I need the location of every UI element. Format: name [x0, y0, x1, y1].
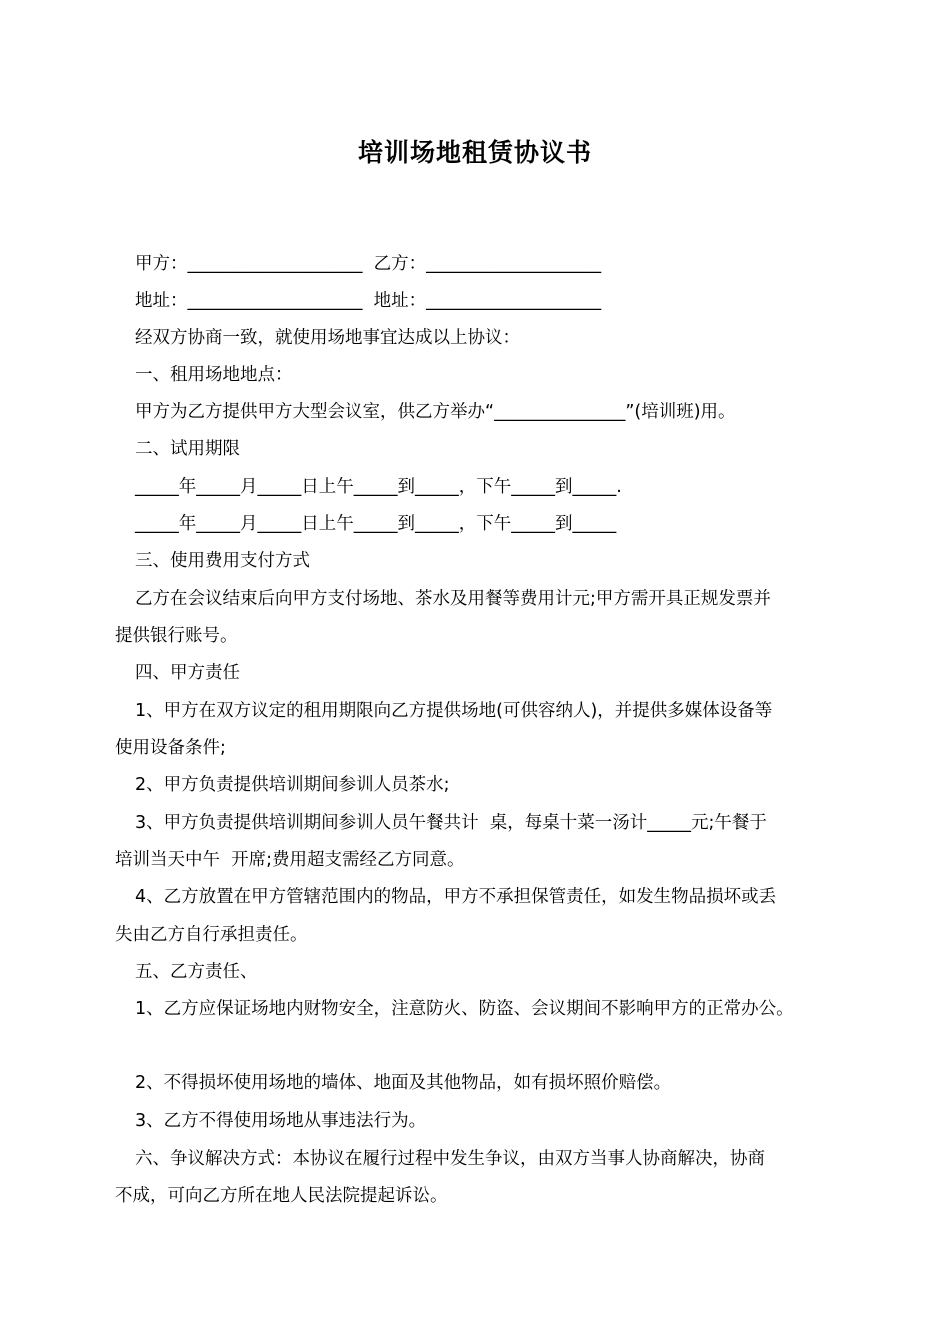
section-4-heading: 四、甲方责任: [135, 663, 240, 683]
address-line: 地址：____________________ 地址：____________________: [135, 291, 602, 311]
document-title: 培训场地租赁协议书: [357, 138, 592, 167]
section-5-item-2: 2、不得损坏使用场地的墙体、地面及其他物品，如有损坏照价赔偿。: [135, 1073, 672, 1093]
parties-line: 甲方：____________________ 乙方：____________________: [135, 254, 602, 274]
section-4-item-2: 2、甲方负责提供培训期间参训人员茶水;: [135, 775, 450, 795]
section-6-line-2: 不成，可向乙方所在地人民法院提起诉讼。: [115, 1186, 448, 1206]
section-4-item-1-line-1: 1、甲方在双方议定的租用期限向乙方提供场地(可供容纳人)，并提供多媒体设备等: [135, 701, 773, 721]
section-4-item-3-line-1: 3、甲方负责提供培训期间参训人员午餐共计 桌，每桌十菜一汤计_____元;午餐于: [135, 813, 767, 833]
section-5-item-3: 3、乙方不得使用场地从事违法行为。: [135, 1111, 427, 1131]
section-2-heading: 二、试用期限: [135, 439, 240, 459]
section-4-item-4-line-1: 4、乙方放置在甲方管辖范围内的物品，甲方不承担保管责任，如发生物品损坏或丢: [135, 887, 777, 907]
section-4-item-1-line-2: 使用设备条件;: [115, 738, 226, 758]
section-1-heading: 一、租用场地地点：: [135, 365, 293, 385]
section-5-heading: 五、乙方责任、: [135, 962, 258, 982]
section-4-item-4-line-2: 失由乙方自行承担责任。: [115, 925, 308, 945]
section-2-line-1: _____年_____月_____日上午_____到_____，下午_____到_____.: [135, 477, 622, 497]
section-4-item-3-line-2: 培训当天中午 开席;费用超支需经乙方同意。: [115, 850, 465, 870]
intro-paragraph: 经双方协商一致，就使用场地事宜达成以上协议：: [135, 328, 520, 348]
section-3-heading: 三、使用费用支付方式: [135, 551, 310, 571]
section-1-body: 甲方为乙方提供甲方大型会议室，供乙方举办“_______________”(培训班)用。: [135, 402, 736, 422]
section-3-body-line-1: 乙方在会议结束后向甲方支付场地、茶水及用餐等费用计元;甲方需开具正规发票并: [135, 589, 771, 609]
section-5-item-1: 1、乙方应保证场地内财物安全，注意防火、防盗、会议期间不影响甲方的正常办公。: [135, 999, 794, 1019]
section-2-line-2: _____年_____月_____日上午_____到_____，下午_____到_____: [135, 514, 617, 534]
section-6-line-1: 六、争议解决方式：本协议在履行过程中发生争议，由双方当事人协商解决，协商: [135, 1149, 765, 1169]
section-3-body-line-2: 提供银行账号。: [115, 626, 238, 646]
